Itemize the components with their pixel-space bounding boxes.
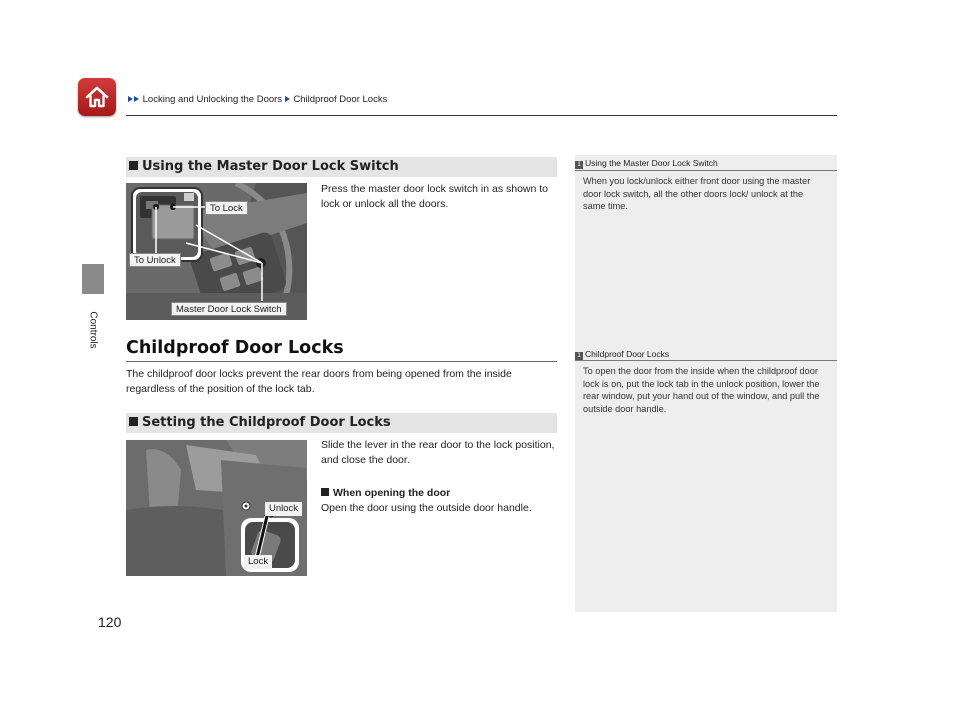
callout-lock: Lock [244, 555, 272, 569]
note-divider [575, 360, 837, 361]
master-switch-instructions: Press the master door lock switch in as shown to lock or unlock all the doors. [321, 183, 549, 210]
callout-master-switch: Master Door Lock Switch [171, 302, 287, 316]
note-text-childproof: To open the door from the inside when the childproof door lock is on, put the lock tab in the unlock position, lower the rear window, put your hand out of the window, and pull the outside door handle. [583, 366, 820, 414]
breadcrumb-item-locking[interactable]: Locking and Unlocking the Doors [142, 94, 283, 105]
section-heading-setting-childproof: Setting the Childproof Door Locks [126, 413, 557, 433]
master-switch-figure [126, 183, 307, 320]
callout-unlock: Unlock [265, 502, 302, 516]
opening-door-instructions: Open the door using the outside door handle. [321, 502, 532, 514]
breadcrumb [128, 94, 387, 105]
callout-to-lock: To Lock [205, 201, 248, 215]
home-icon [84, 84, 110, 110]
note-marker: 1 [575, 352, 583, 360]
title-divider [126, 361, 557, 362]
page-number: 120 [98, 614, 122, 630]
section-heading-master-switch: Using the Master Door Lock Switch [126, 157, 557, 177]
home-button[interactable] [78, 78, 116, 116]
childproof-setting-instructions: Slide the lever in the rear door to the lock position, and close the door. [321, 439, 555, 466]
square-bullet-icon [321, 488, 329, 496]
childproof-intro: The childproof door locks prevent the rear doors from being opened from the inside regardless of the position of the lock tab. [126, 368, 512, 395]
square-bullet-icon [129, 161, 138, 170]
triangle-right-icon [134, 96, 139, 102]
triangle-right-icon [128, 96, 133, 102]
note-marker: 1 [575, 161, 583, 169]
chapter-tab[interactable] [80, 300, 106, 360]
note-title-master-switch[interactable]: 1 Using the Master Door Lock Switch [575, 158, 718, 169]
header-divider [126, 115, 837, 116]
callout-to-unlock: To Unlock [129, 253, 181, 267]
note-text-master-switch: When you lock/unlock either front door using the master door lock switch, all the other doors lock/ unlock at the same time. [583, 176, 811, 211]
triangle-right-icon [285, 96, 290, 102]
chapter-tab-marker [82, 264, 104, 294]
chapter-tab-label: Controls [87, 311, 99, 349]
breadcrumb-item-childproof[interactable]: Childproof Door Locks [293, 94, 388, 105]
page-title-childproof: Childproof Door Locks [126, 338, 344, 358]
childproof-lock-figure [126, 440, 307, 576]
square-bullet-icon [129, 417, 138, 426]
note-divider [575, 170, 837, 171]
note-title-childproof[interactable]: 1 Childproof Door Locks [575, 349, 669, 360]
subheading-when-opening: When opening the door [321, 487, 450, 499]
